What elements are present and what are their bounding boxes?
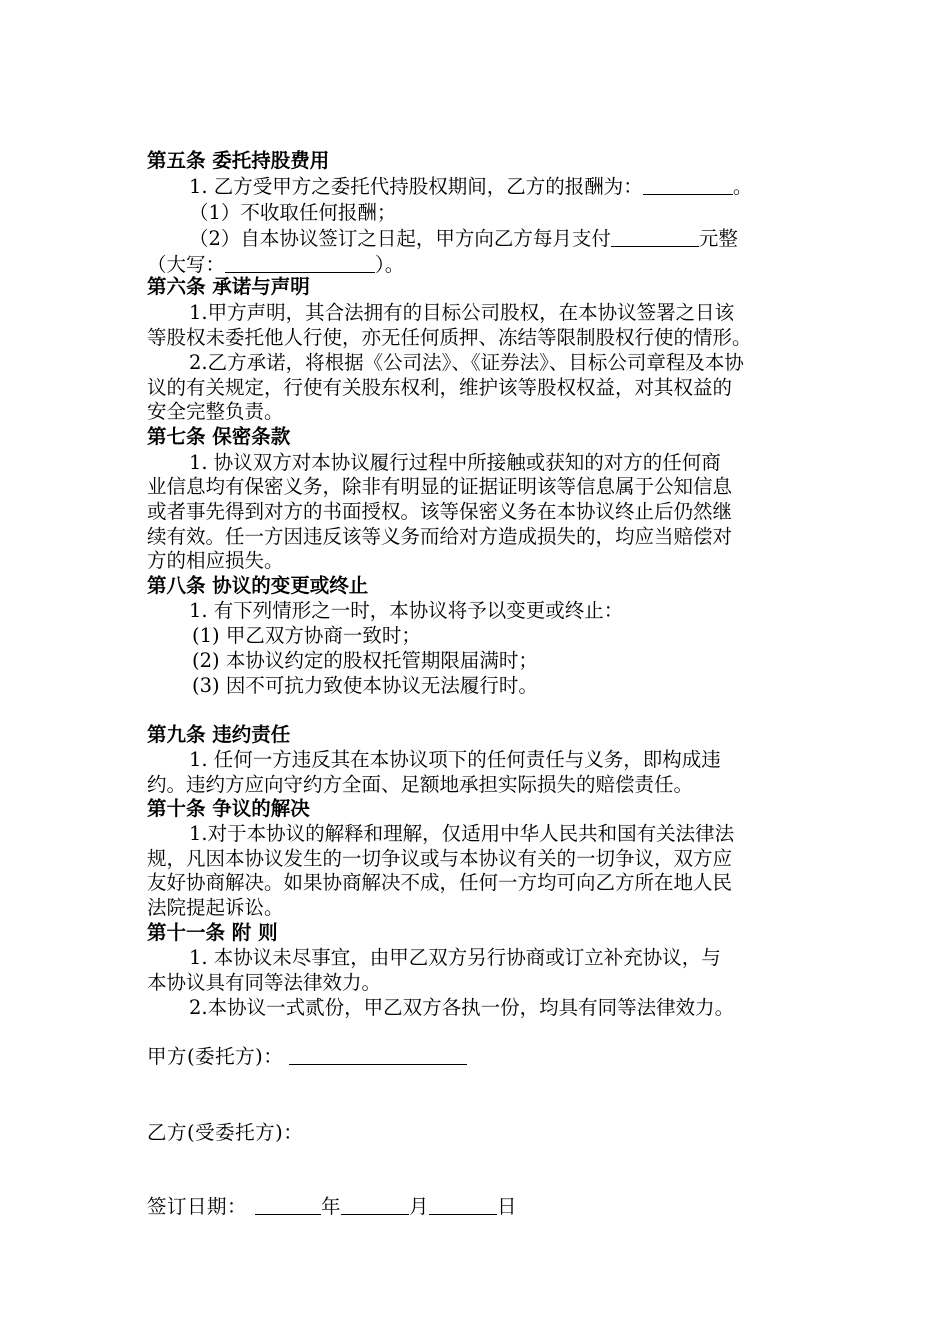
capital-amount-blank[interactable]: [225, 252, 375, 273]
year-blank[interactable]: [255, 1194, 321, 1215]
article-7-title: 第七条 保密条款: [147, 425, 291, 448]
article-10-line: 规，凡因本协议发生的一切争议或与本协议有关的一切争议，双方应: [147, 847, 733, 870]
article-5-title: 第五条 委托持股费用: [147, 149, 330, 172]
article-5-clause-1: 1. 乙方受甲方之委托代持股权期间，乙方的报酬为： 。: [189, 175, 753, 198]
reward-blank[interactable]: [643, 174, 733, 195]
article-7-line: 或者事先得到对方的书面授权。该等保密义务在本协议终止后仍然继: [147, 500, 733, 523]
article-10-title: 第十条 争议的解决: [147, 797, 310, 820]
day-blank[interactable]: [429, 1194, 497, 1215]
article-7-line: 1. 协议双方对本协议履行过程中所接触或获知的对方的任何商: [189, 451, 721, 474]
party-b-signature: 乙方(受委托方)：: [147, 1121, 304, 1144]
article-6-line: 1.甲方声明，其合法拥有的目标公司股权，在本协议签署之日该: [189, 301, 735, 324]
article-7-line: 业信息均有保密义务，除非有明显的证据证明该等信息属于公知信息: [147, 475, 733, 498]
article-5-option-1: （1）不收取任何报酬；: [189, 201, 397, 224]
article-8-item: (3) 因不可抗力致使本协议无法履行时。: [192, 674, 538, 697]
article-8-line: 1. 有下列情形之一时，本协议将予以变更或终止：: [189, 599, 624, 622]
party-a-blank[interactable]: [289, 1044, 467, 1065]
monthly-amount-blank[interactable]: [611, 226, 699, 247]
article-8-title: 第八条 协议的变更或终止: [147, 574, 369, 597]
article-10-line: 法院提起诉讼。: [147, 896, 284, 919]
article-9-line: 约。违约方应向守约方全面、足额地承担实际损失的赔偿责任。: [147, 773, 694, 796]
article-5-capital-amount: （大写： ）。: [147, 253, 405, 276]
article-11-line: 2.本协议一式贰份，甲乙双方各执一份，均具有同等法律效力。: [189, 996, 735, 1019]
article-10-line: 友好协商解决。如果协商解决不成，任何一方均可向乙方所在地人民: [147, 871, 733, 894]
article-9-title: 第九条 违约责任: [147, 723, 291, 746]
article-6-title: 第六条 承诺与声明: [147, 275, 310, 298]
signing-date: 签订日期： 年 月 日: [147, 1195, 518, 1218]
article-6-line: 2.乙方承诺，将根据《公司法》、《证券法》、目标公司章程及本协: [189, 351, 744, 374]
month-blank[interactable]: [341, 1194, 409, 1215]
article-6-line: 等股权未委托他人行使，亦无任何质押、冻结等限制股权行使的情形。: [147, 326, 752, 349]
article-11-line: 本协议具有同等法律效力。: [147, 971, 382, 994]
article-10-line: 1.对于本协议的解释和理解，仅适用中华人民共和国有关法律法: [189, 822, 735, 845]
article-6-line: 议的有关规定，行使有关股东权利，维护该等股权权益，对其权益的: [147, 376, 733, 399]
article-6-line: 安全完整负责。: [147, 400, 284, 423]
article-8-item: (2) 本协议约定的股权托管期限届满时；: [192, 649, 538, 672]
article-9-line: 1. 任何一方违反其在本协议项下的任何责任与义务，即构成违: [189, 748, 721, 771]
article-11-title: 第十一条 附 则: [147, 921, 278, 944]
article-5-option-2: （2）自本协议签订之日起，甲方向乙方每月支付 元整: [189, 227, 738, 250]
article-7-line: 续有效。任一方因违反该等义务而给对方造成损失的，均应当赔偿对: [147, 525, 733, 548]
article-7-line: 方的相应损失。: [147, 549, 284, 572]
article-8-item: (1) 甲乙双方协商一致时；: [192, 624, 421, 647]
party-a-signature: 甲方(委托方)：: [147, 1044, 467, 1070]
article-11-line: 1. 本协议未尽事宜，由甲乙双方另行协商或订立补充协议，与: [189, 946, 721, 969]
